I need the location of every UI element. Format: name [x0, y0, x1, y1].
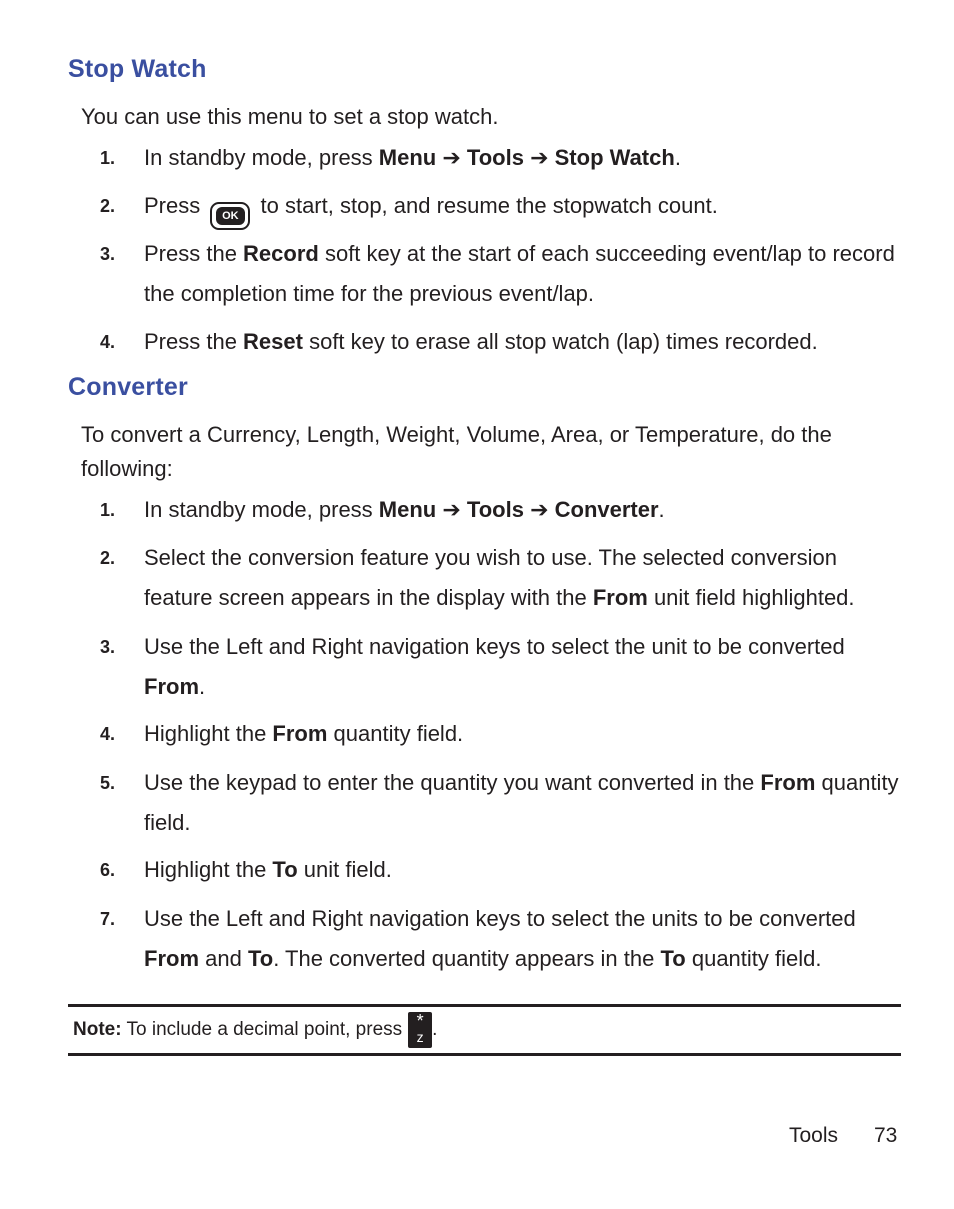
stop-watch-step-3: 3. Press the Record soft key at the start of each succeeding event/lap to record the completion time for the previous event/lap. [100, 241, 895, 306]
stop-watch-heading: Stop Watch [68, 55, 207, 83]
stop-watch-step-1: 1. In standby mode, press Menu ➔ Tools ➔ Stop Watch. [100, 145, 681, 170]
converter-step-2: 2. Select the conversion feature you wish to use. The selected conversion feature screen appears in the display with the From unit field highlighted. [100, 545, 855, 610]
converter-heading: Converter [68, 373, 188, 401]
converter-intro: To convert a Currency, Length, Weight, Volume, Area, or Temperature, do the following: [81, 422, 832, 481]
converter-step-6: 6. Highlight the To unit field. [100, 857, 392, 882]
converter-step-4: 4. Highlight the From quantity field. [100, 721, 464, 746]
converter-step-3: 3. Use the Left and Right navigation keys to select the unit to be converted From. [100, 634, 845, 699]
star-key-icon: * z [408, 1012, 432, 1048]
converter-step-1: 1. In standby mode, press Menu ➔ Tools ➔ Converter. [100, 497, 665, 522]
stop-watch-step-2: 2. Press OK to start, stop, and resume the stopwatch count. [100, 186, 910, 230]
ok-key-icon: OK [210, 202, 250, 230]
footer-page-number: 73 [874, 1124, 898, 1147]
note-box: Note: To include a decimal point, press * z . [73, 1012, 437, 1048]
note-top-rule [68, 1004, 901, 1007]
note-label: Note: [73, 1019, 122, 1041]
footer-section: Tools [789, 1124, 839, 1147]
note-text: To include a decimal point, press [121, 1019, 403, 1041]
stop-watch-intro: You can use this menu to set a stop watch. [81, 104, 499, 129]
converter-step-5: 5. Use the keypad to enter the quantity you want converted in the From quantity field. [100, 770, 899, 835]
stop-watch-step-4: 4. Press the Reset soft key to erase all stop watch (lap) times recorded. [100, 329, 818, 354]
converter-step-7: 7. Use the Left and Right navigation keys to select the units to be converted From and To. The converted quantity appears in the To quantity field. [100, 906, 856, 971]
note-bottom-rule [68, 1053, 901, 1056]
